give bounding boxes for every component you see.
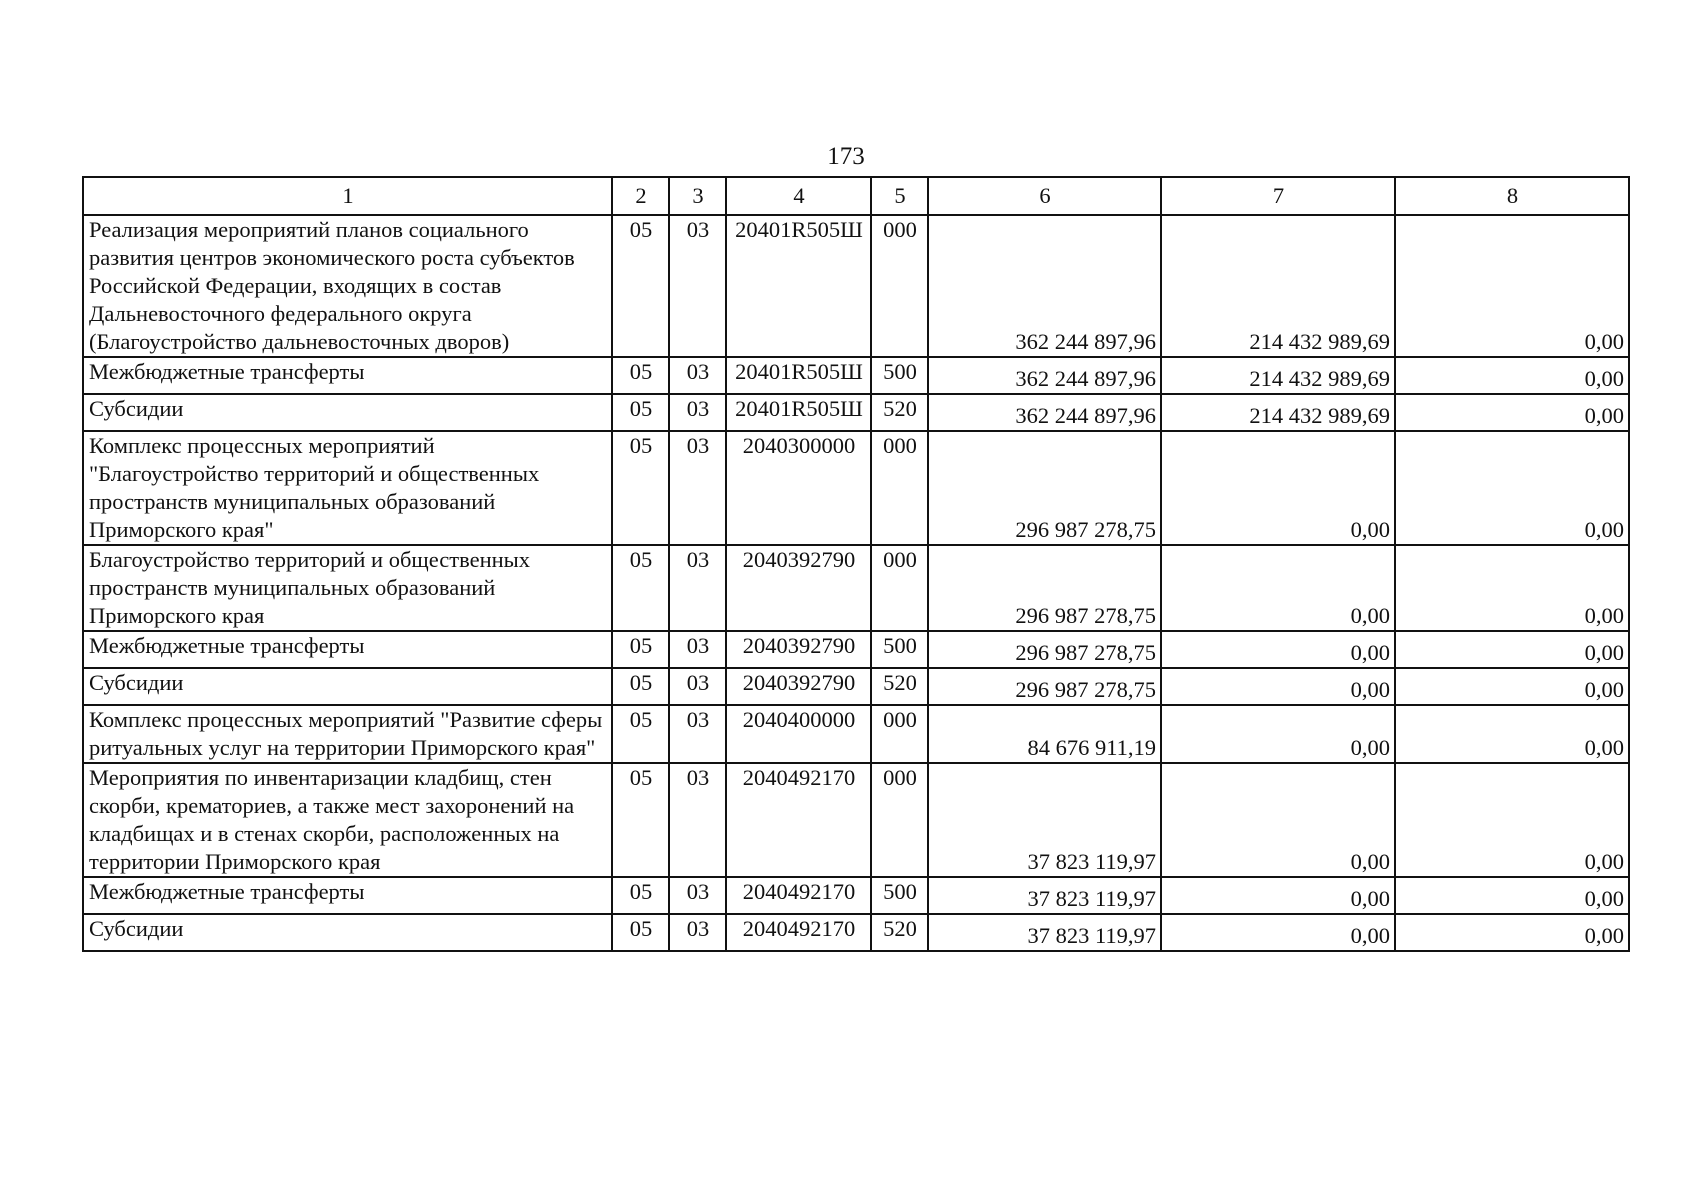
- amount-col6-cell: 296 987 278,75: [928, 631, 1161, 668]
- row-name-cell: Комплекс процессных мероприятий "Благоустройство территорий и общественных пространств муниципальных образований Приморского края": [83, 431, 612, 545]
- section-code-cell: 05: [612, 763, 669, 877]
- row-name-cell: Комплекс процессных мероприятий "Развитие сферы ритуальных услуг на территории Приморского края": [83, 705, 612, 763]
- row-name-cell: Межбюджетные трансферты: [83, 631, 612, 668]
- target-article-cell: 20401R505Ш: [726, 357, 871, 394]
- row-name-cell: Межбюджетные трансферты: [83, 877, 612, 914]
- amount-col7-cell: 0,00: [1161, 431, 1395, 545]
- amount-col7-cell: 0,00: [1161, 763, 1395, 877]
- header-cell: 6: [928, 177, 1161, 215]
- amount-col7-cell: 0,00: [1161, 914, 1395, 951]
- amount-col8-cell: 0,00: [1395, 763, 1629, 877]
- header-cell: 4: [726, 177, 871, 215]
- row-name-cell: Субсидии: [83, 668, 612, 705]
- amount-col8-cell: 0,00: [1395, 877, 1629, 914]
- row-name-cell: Реализация мероприятий планов социального развития центров экономического роста субъектов Российской Федерации, входящих в состав Дальневосточного федерального округа (Благоустройство дальневосточных дворов): [83, 215, 612, 357]
- section-code-cell: 05: [612, 215, 669, 357]
- amount-col7-cell: 0,00: [1161, 631, 1395, 668]
- section-code-cell: 05: [612, 877, 669, 914]
- header-cell: 8: [1395, 177, 1629, 215]
- target-article-cell: 2040392790: [726, 631, 871, 668]
- amount-col8-cell: 0,00: [1395, 215, 1629, 357]
- section-code-cell: 05: [612, 914, 669, 951]
- header-cell: 1: [83, 177, 612, 215]
- subsection-code-cell: 03: [669, 877, 726, 914]
- subsection-code-cell: 03: [669, 215, 726, 357]
- expense-type-cell: 520: [871, 668, 928, 705]
- expense-type-cell: 520: [871, 914, 928, 951]
- table-row: [83, 431, 1629, 545]
- expense-type-cell: 500: [871, 631, 928, 668]
- table-row: [83, 914, 1629, 951]
- target-article-cell: 2040392790: [726, 545, 871, 631]
- budget-table: [82, 176, 1630, 952]
- amount-col7-cell: 0,00: [1161, 545, 1395, 631]
- table-row: [83, 668, 1629, 705]
- row-name-cell: Благоустройство территорий и общественных пространств муниципальных образований Приморского края: [83, 545, 612, 631]
- section-code-cell: 05: [612, 631, 669, 668]
- expense-type-cell: 500: [871, 357, 928, 394]
- table-row: [83, 763, 1629, 877]
- amount-col7-cell: 0,00: [1161, 668, 1395, 705]
- table-row: [83, 545, 1629, 631]
- subsection-code-cell: 03: [669, 705, 726, 763]
- amount-col6-cell: 37 823 119,97: [928, 763, 1161, 877]
- expense-type-cell: 000: [871, 763, 928, 877]
- amount-col7-cell: 0,00: [1161, 877, 1395, 914]
- table-row: [83, 394, 1629, 431]
- page-number: 173: [827, 143, 865, 170]
- amount-col6-cell: 84 676 911,19: [928, 705, 1161, 763]
- target-article-cell: 20401R505Ш: [726, 394, 871, 431]
- amount-col6-cell: 37 823 119,97: [928, 914, 1161, 951]
- amount-col6-cell: 362 244 897,96: [928, 215, 1161, 357]
- amount-col7-cell: 214 432 989,69: [1161, 215, 1395, 357]
- subsection-code-cell: 03: [669, 545, 726, 631]
- target-article-cell: 2040492170: [726, 914, 871, 951]
- row-name-cell: Мероприятия по инвентаризации кладбищ, стен скорби, крематориев, а также мест захоронений на кладбищах и в стенах скорби, расположенных на территории Приморского края: [83, 763, 612, 877]
- table-body: [83, 177, 1629, 951]
- amount-col8-cell: 0,00: [1395, 545, 1629, 631]
- amount-col8-cell: 0,00: [1395, 668, 1629, 705]
- header-cell: 2: [612, 177, 669, 215]
- expense-type-cell: 500: [871, 877, 928, 914]
- amount-col8-cell: 0,00: [1395, 705, 1629, 763]
- amount-col6-cell: 296 987 278,75: [928, 431, 1161, 545]
- table-row: [83, 877, 1629, 914]
- amount-col8-cell: 0,00: [1395, 914, 1629, 951]
- subsection-code-cell: 03: [669, 357, 726, 394]
- section-code-cell: 05: [612, 394, 669, 431]
- target-article-cell: 2040492170: [726, 877, 871, 914]
- table-row: [83, 215, 1629, 357]
- header-cell: 5: [871, 177, 928, 215]
- amount-col6-cell: 37 823 119,97: [928, 877, 1161, 914]
- target-article-cell: 2040392790: [726, 668, 871, 705]
- amount-col6-cell: 362 244 897,96: [928, 394, 1161, 431]
- expense-type-cell: 000: [871, 705, 928, 763]
- subsection-code-cell: 03: [669, 763, 726, 877]
- amount-col8-cell: 0,00: [1395, 394, 1629, 431]
- header-cell: 3: [669, 177, 726, 215]
- target-article-cell: 2040400000: [726, 705, 871, 763]
- table-row: [83, 705, 1629, 763]
- expense-type-cell: 000: [871, 431, 928, 545]
- expense-type-cell: 520: [871, 394, 928, 431]
- amount-col8-cell: 0,00: [1395, 431, 1629, 545]
- amount-col6-cell: 296 987 278,75: [928, 668, 1161, 705]
- expense-type-cell: 000: [871, 215, 928, 357]
- amount-col8-cell: 0,00: [1395, 357, 1629, 394]
- row-name-cell: Субсидии: [83, 914, 612, 951]
- amount-col8-cell: 0,00: [1395, 631, 1629, 668]
- amount-col6-cell: 296 987 278,75: [928, 545, 1161, 631]
- section-code-cell: 05: [612, 545, 669, 631]
- target-article-cell: 2040300000: [726, 431, 871, 545]
- amount-col7-cell: 214 432 989,69: [1161, 357, 1395, 394]
- table-row: [83, 357, 1629, 394]
- header-row: [83, 177, 1629, 215]
- subsection-code-cell: 03: [669, 668, 726, 705]
- header-cell: 7: [1161, 177, 1395, 215]
- section-code-cell: 05: [612, 431, 669, 545]
- amount-col6-cell: 362 244 897,96: [928, 357, 1161, 394]
- subsection-code-cell: 03: [669, 431, 726, 545]
- row-name-cell: Субсидии: [83, 394, 612, 431]
- amount-col7-cell: 0,00: [1161, 705, 1395, 763]
- amount-col7-cell: 214 432 989,69: [1161, 394, 1395, 431]
- subsection-code-cell: 03: [669, 631, 726, 668]
- target-article-cell: 2040492170: [726, 763, 871, 877]
- section-code-cell: 05: [612, 705, 669, 763]
- table-row: [83, 631, 1629, 668]
- row-name-cell: Межбюджетные трансферты: [83, 357, 612, 394]
- section-code-cell: 05: [612, 668, 669, 705]
- subsection-code-cell: 03: [669, 394, 726, 431]
- target-article-cell: 20401R505Ш: [726, 215, 871, 357]
- subsection-code-cell: 03: [669, 914, 726, 951]
- expense-type-cell: 000: [871, 545, 928, 631]
- section-code-cell: 05: [612, 357, 669, 394]
